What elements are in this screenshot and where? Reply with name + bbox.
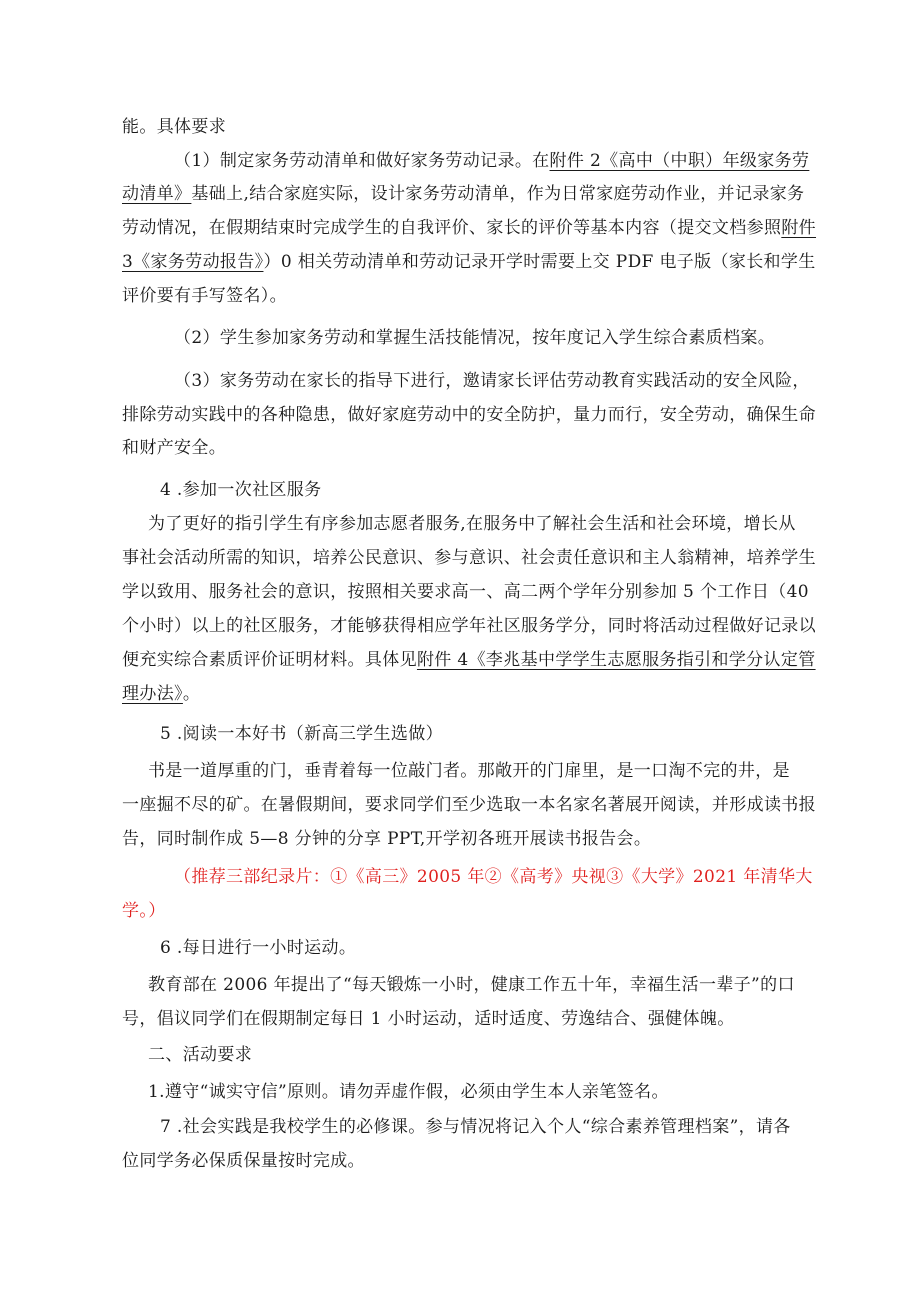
text-line: 位同学务必保质保量按时完成。 xyxy=(122,1151,365,1171)
text-line: 便充实综合素质评价证明材料。具体见附件 4《李兆基中学学生志愿服务指引和学分认定管 xyxy=(122,650,816,670)
text-line: （3）家务劳动在家长的指导下进行，邀请家长评估劳动教育实践活动的安全风险， xyxy=(174,371,810,391)
text-line: 学以致用、服务社会的意识，按照相关要求高一、高二两个学年分别参加 5 个工作日（40 xyxy=(122,582,809,602)
attachment-link[interactable]: 附件 xyxy=(781,218,817,238)
text-line: 个小时）以上的社区服务，才能够获得相应学年社区服务学分，同时将活动过程做好记录以 xyxy=(122,616,816,636)
section-heading: 5 .阅读一本好书（新高三学生选做） xyxy=(160,724,443,744)
attachment-link[interactable]: 附件 4《李兆基中学学生志愿服务指引和学分认定管 xyxy=(416,650,816,670)
text-line: 和财产安全。 xyxy=(122,438,227,458)
attachment-link[interactable]: 理办法》 xyxy=(122,684,183,704)
text-line: （2）学生参加家务劳动和掌握生活技能情况，按年度记入学生综合素质档案。 xyxy=(174,328,776,348)
text-line: 动清单》基础上,结合家庭实际，设计家务劳动清单，作为日常家庭劳动作业，并记录家务 xyxy=(122,184,805,204)
section-heading: 6 .每日进行一小时运动。 xyxy=(160,938,357,958)
text-line: 理办法》。 xyxy=(122,684,201,704)
text-line: 排除劳动实践中的各种隐患，做好家庭劳动中的安全防护，量力而行，安全劳动，确保生命 xyxy=(122,405,816,425)
text-line: （1）制定家务劳动清单和做好家务劳动记录。在附件 2《高中（中职）年级家务劳 xyxy=(174,151,810,171)
section-heading: 二、活动要求 xyxy=(148,1045,253,1065)
text-line: 劳动情况，在假期结束时完成学生的自我评价、家长的评价等基本内容（提交文档参照附件 xyxy=(122,218,817,238)
text-line: 为了更好的指引学生有序参加志愿者服务,在服务中了解社会生活和社会环境，增长从 xyxy=(148,514,796,534)
text-line: 能。具体要求 xyxy=(122,117,227,137)
text-line: 教育部在 2006 年提出了“每天锻炼一小时，健康工作五十年，幸福生活一辈子”的口 xyxy=(148,975,795,995)
attachment-link[interactable]: 动清单》 xyxy=(122,184,192,204)
text-line: 书是一道厚重的门，垂青着每一位敲门者。那敞开的门扉里，是一口淘不完的井，是 xyxy=(148,761,790,781)
recommendation-note: 学。） xyxy=(122,901,166,921)
attachment-link[interactable]: 附件 2《高中（中职）年级家务劳 xyxy=(549,151,810,171)
text-line: 3《家务劳动报告》）0 相关劳动清单和劳动记录开学时需要上交 PDF 电子版（家长和学生 xyxy=(122,252,816,272)
text-line: 一座掘不尽的矿。在暑假期间，要求同学们至少选取一本名家名著展开阅读，并形成读书报 xyxy=(122,795,816,815)
section-heading: 4 .参加一次社区服务 xyxy=(160,480,322,500)
attachment-link[interactable]: 3《家务劳动报告》 xyxy=(122,252,264,272)
text-line: 1.遵守“诚实守信”原则。请勿弄虚作假，必须由学生本人亲笔签名。 xyxy=(148,1082,669,1102)
text-line: 告，同时制作成 5—8 分钟的分享 PPT,开学初各班开展读书报告会。 xyxy=(122,829,652,849)
text-line: 号，倡议同学们在假期制定每日 1 小时运动，适时适度、劳逸结合、强健体魄。 xyxy=(122,1009,735,1029)
text-line: 评价要有手写签名）。 xyxy=(122,286,287,306)
recommendation-note: （推荐三部纪录片：①《高三》2005 年②《高考》央视③《大学》2021 年清华大 xyxy=(174,867,813,887)
text-line: 7 .社会实践是我校学生的必修课。参与情况将记入个人“综合素养管理档案”，请各 xyxy=(160,1117,791,1137)
text-line: 事社会活动所需的知识，培养公民意识、参与意识、社会责任意识和主人翁精神，培养学生 xyxy=(122,548,816,568)
